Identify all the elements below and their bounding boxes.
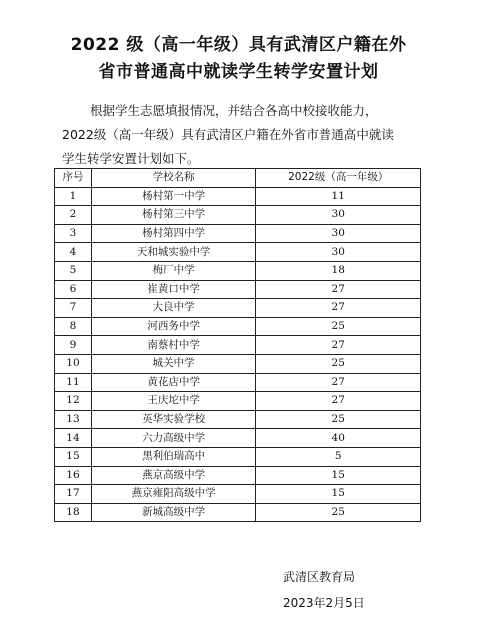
- table-row: [55, 336, 421, 355]
- row-school-name: 燕京雍阳高级中学: [91, 485, 256, 504]
- header-index: 序号: [55, 169, 92, 188]
- table-row: [55, 354, 421, 373]
- table-body: [55, 187, 421, 522]
- table-row: [55, 503, 421, 522]
- row-index: 10: [55, 354, 92, 373]
- row-index: 7: [55, 299, 92, 318]
- row-quota: 27: [256, 280, 421, 299]
- table-row: [55, 429, 421, 448]
- row-school-name: 天和城实验中学: [91, 243, 256, 262]
- row-index: 3: [55, 224, 92, 243]
- issue-date: 2023年2月5日: [283, 596, 365, 610]
- row-quota: 27: [256, 392, 421, 411]
- row-school-name: 杨村第四中学: [91, 224, 256, 243]
- row-school-name: 王庆坨中学: [91, 392, 256, 411]
- row-index: 2: [55, 206, 92, 225]
- row-index: 1: [55, 187, 92, 206]
- row-index: 17: [55, 485, 92, 504]
- table-row: [55, 187, 421, 206]
- row-index: 6: [55, 280, 92, 299]
- row-quota: 25: [256, 410, 421, 429]
- row-school-name: 六力高级中学: [91, 429, 256, 448]
- table-row: [55, 224, 421, 243]
- header-school: 学校名称: [91, 169, 256, 188]
- intro-line-1: 根据学生志愿填报情况，并结合各高中校接收能力，: [90, 103, 378, 118]
- table-row: [55, 206, 421, 225]
- row-quota: 30: [256, 206, 421, 225]
- table-row: [55, 373, 421, 392]
- row-school-name: 英华实验学校: [91, 410, 256, 429]
- table-row: [55, 280, 421, 299]
- table-row: [55, 261, 421, 280]
- row-school-name: 大良中学: [91, 299, 256, 318]
- header-quota: 2022级（高一年级）: [256, 169, 421, 188]
- row-quota: 30: [256, 243, 421, 262]
- row-index: 13: [55, 410, 92, 429]
- row-quota: 30: [256, 224, 421, 243]
- row-index: 12: [55, 392, 92, 411]
- row-index: 15: [55, 447, 92, 466]
- row-quota: 15: [256, 466, 421, 485]
- row-quota: 25: [256, 317, 421, 336]
- table-header-row: [55, 169, 421, 188]
- row-index: 5: [55, 261, 92, 280]
- row-school-name: 城关中学: [91, 354, 256, 373]
- row-index: 8: [55, 317, 92, 336]
- row-school-name: 杨村第三中学: [91, 206, 256, 225]
- table-row: [55, 243, 421, 262]
- row-school-name: 燕京高级中学: [91, 466, 256, 485]
- row-index: 18: [55, 503, 92, 522]
- row-school-name: 黑利伯瑞高中: [91, 447, 256, 466]
- row-index: 14: [55, 429, 92, 448]
- row-quota: 25: [256, 354, 421, 373]
- row-school-name: 河西务中学: [91, 317, 256, 336]
- table-row: [55, 447, 421, 466]
- issuer-name: 武清区教育局: [283, 570, 356, 584]
- row-school-name: 黄花店中学: [91, 373, 256, 392]
- row-quota: 27: [256, 373, 421, 392]
- row-quota: 27: [256, 336, 421, 355]
- document-title-line-1: 2022 级（高一年级）具有武清区户籍在外: [70, 35, 407, 55]
- row-school-name: 杨村第一中学: [91, 187, 256, 206]
- table-row: [55, 485, 421, 504]
- table-row: [55, 410, 421, 429]
- row-index: 9: [55, 336, 92, 355]
- row-quota: 11: [256, 187, 421, 206]
- row-school-name: 崔黄口中学: [91, 280, 256, 299]
- row-quota: 15: [256, 485, 421, 504]
- table-row: [55, 466, 421, 485]
- placement-plan-table: [54, 168, 421, 522]
- row-quota: 5: [256, 447, 421, 466]
- table-row: [55, 392, 421, 411]
- row-index: 16: [55, 466, 92, 485]
- table-row: [55, 317, 421, 336]
- row-quota: 27: [256, 299, 421, 318]
- row-index: 11: [55, 373, 92, 392]
- document-title-line-2: 省市普通高中就读学生转学安置计划: [98, 62, 379, 82]
- row-school-name: 梅厂中学: [91, 261, 256, 280]
- intro-line-3: 学生转学安置计划如下。: [62, 151, 200, 166]
- row-quota: 18: [256, 261, 421, 280]
- intro-line-2: 2022级（高一年级）具有武清区户籍在外省市普通高中就读: [62, 127, 394, 142]
- row-index: 4: [55, 243, 92, 262]
- table-row: [55, 299, 421, 318]
- row-school-name: 新城高级中学: [91, 503, 256, 522]
- row-quota: 25: [256, 503, 421, 522]
- row-school-name: 南蔡村中学: [91, 336, 256, 355]
- row-quota: 40: [256, 429, 421, 448]
